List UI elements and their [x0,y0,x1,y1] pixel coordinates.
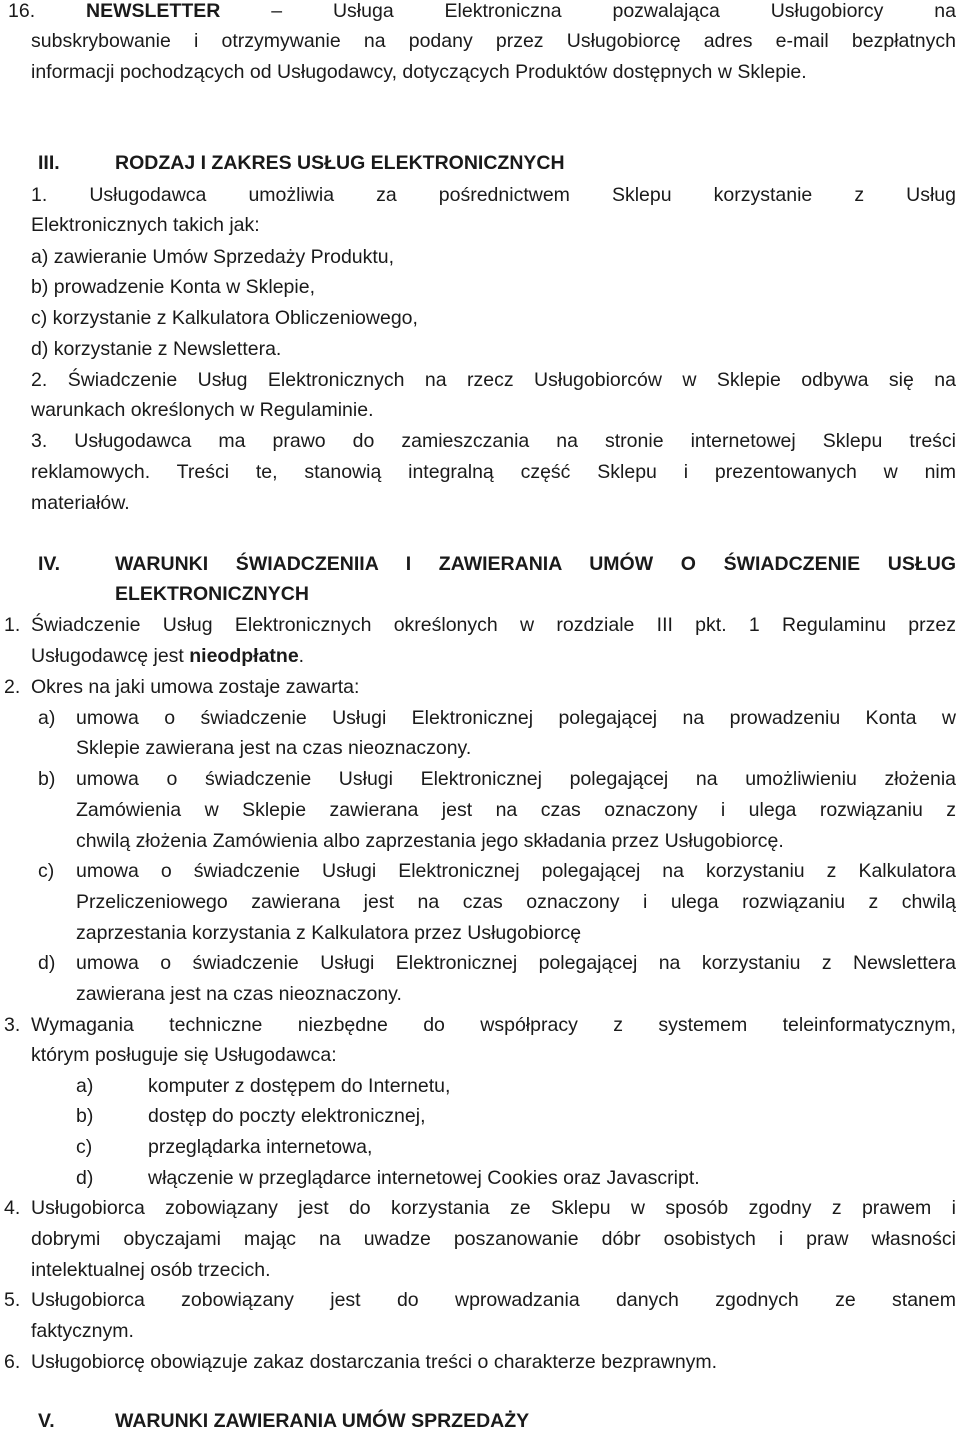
text-span: umowa o świadczenie Usługi Elektronicznej polegającej na korzystaniu z Newslettera [76,952,956,974]
text-span: zaprzestania korzystania z Kalkulatora przez Usługobiorcę [76,922,582,944]
list-number: a) [76,1075,94,1097]
text-line [76,703,956,733]
text-line [31,1224,956,1254]
text-span: informacji pochodzących od Usługodawcy, dotyczących Produktów dostępnych w Sklepie. [31,61,807,83]
text-span: Usługobiorcę obowiązuje zakaz dostarczania treści o charakterze bezprawnym. [31,1351,718,1373]
text-line [76,918,581,948]
list-number: 4. [4,1197,21,1219]
text-span: Usługobiorca zobowiązany jest do korzystania ze Sklepu w sposób zgodny z prawem i [31,1197,956,1219]
text-line [31,57,807,87]
text-line [31,426,956,456]
text-span: umowa o świadczenie Usługi Elektronicznej polegającej na umożliwieniu złożenia [76,768,956,790]
text-span: Świadczenie Usług Elektronicznych określonych w rozdziale III pkt. 1 Regulaminu przez [31,614,956,636]
text-line [148,1163,700,1193]
list-number: d) [76,1167,94,1189]
text-span: 16. [8,0,86,22]
text-line [31,672,359,702]
list-number: IV. [38,553,61,575]
text-span: Wymagania techniczne niezbędne do współpracy z systemem teleinformatycznym, [31,1014,956,1036]
text-span: przeglądarka internetowa, [148,1136,373,1158]
text-span: subskrybowanie i otrzymywanie na podany przez Usługobiorcę adres e-mail bezpłatnych [31,30,956,52]
text-line [31,610,956,640]
bold-text: nieodpłatne [189,645,299,667]
list-number: d) [38,952,56,974]
text-line [31,210,260,240]
list-number: a) [38,707,56,729]
text-span: Usługobiorca zobowiązany jest do wprowadzania danych zgodnych ze stanem [31,1289,956,1311]
text-span: komputer z dostępem do Internetu, [148,1075,451,1097]
text-line [31,334,281,364]
text-line [31,1347,717,1377]
section-heading [115,579,309,609]
text-line [31,1040,337,1070]
text-span: warunkach określonych w Regulaminie. [31,399,374,421]
text-line [76,795,956,825]
text-line [31,242,394,272]
text-span: Sklepie zawierana jest na czas nieoznaczony. [76,737,472,759]
text-span: umowa o świadczenie Usługi Elektronicznej polegającej na prowadzeniu Konta w [76,707,956,729]
text-line [31,303,418,333]
text-line [31,180,956,210]
list-number: 5. [4,1289,21,1311]
text-span: zawierana jest na czas nieoznaczony. [76,983,402,1005]
text-span: włączenie w przeglądarce internetowej Cookies oraz Javascript. [148,1167,700,1189]
text-line [76,826,784,856]
list-number: 2. [4,676,21,698]
text-span: d) korzystanie z Newslettera. [31,338,282,360]
text-span: WARUNKI ZAWIERANIA UMÓW SPRZEDAŻY [115,1410,530,1432]
text-line [31,1316,134,1346]
list-number: 3. [4,1014,21,1036]
list-number: V. [38,1410,55,1432]
text-span: chwilą złożenia Zamówienia albo zaprzestania jego składania przez Usługobiorcę. [76,830,784,852]
list-number: 6. [4,1351,21,1373]
text-span: Elektronicznych takich jak: [31,214,260,236]
text-span: 2. Świadczenie Usług Elektronicznych na rzecz Usługobiorców w Sklepie odbywa się na [31,369,956,391]
list-number: c) [76,1136,93,1158]
text-line [76,887,956,917]
text-line [31,457,956,487]
text-span: dostęp do poczty elektronicznej, [148,1105,426,1127]
text-span: WARUNKI ŚWIADCZENIIA I ZAWIERANIA UMÓW O ŚWIADCZENIE USŁUG [115,553,956,575]
text-line [148,1071,450,1101]
text-span: 3. Usługodawca ma prawo do zamieszczania na stronie internetowej Sklepu treści [31,430,956,452]
text-line [76,856,956,886]
section-heading [115,148,565,178]
text-line [76,979,402,1009]
text-span: a) zawieranie Umów Sprzedaży Produktu, [31,246,395,268]
text-line [31,365,956,395]
text-line [31,272,315,302]
text-line [31,1010,956,1040]
text-line [31,395,374,425]
text-span: Usługodawcę jest [31,645,190,667]
text-span: intelektualnej osób trzecich. [31,1259,271,1281]
text-line [31,488,130,518]
text-span: – Usługa Elektroniczna pozwalająca Usługobiorcy na [220,0,956,22]
text-line [76,948,956,978]
text-span: dobrymi obyczajami mając na uwadze poszanowanie dóbr osobistych i praw własności [31,1228,956,1250]
text-line [31,1193,956,1223]
text-line [31,1285,956,1315]
text-span: 1. Usługodawca umożliwia za pośrednictwem Sklepu korzystanie z Usług [31,184,956,206]
text-span: ELEKTRONICZNYCH [115,583,309,605]
bold-text: NEWSLETTER [86,0,221,22]
section-heading [115,549,956,579]
text-span: . [298,645,305,667]
list-number: 1. [4,614,21,636]
list-number: b) [76,1105,94,1127]
text-span: b) prowadzenie Konta w Sklepie, [31,276,315,298]
section-heading [115,1406,529,1436]
text-span: RODZAJ I ZAKRES USŁUG ELEKTRONICZNYCH [115,152,565,174]
text-span: Zamówienia w Sklepie zawierana jest na czas oznaczony i ulega rozwiązaniu z [76,799,956,821]
list-number: III. [38,152,60,174]
text-span: umowa o świadczenie Usługi Elektronicznej polegającej na korzystaniu z Kalkulatora [76,860,956,882]
text-line [148,1132,372,1162]
text-span: faktycznym. [31,1320,134,1342]
text-span: c) korzystanie z Kalkulatora Obliczeniowego, [31,307,418,329]
list-number: b) [38,768,56,790]
list-number: c) [38,860,55,882]
text-span: Przeliczeniowego zawierana jest na czas oznaczony i ulega rozwiązaniu z chwilą [76,891,956,913]
text-line [76,733,471,763]
text-line [76,764,956,794]
text-span: reklamowych. Treści te, stanowią integralną część Sklepu i prezentowanych w nim [31,461,956,483]
text-line [31,26,956,56]
text-span: Okres na jaki umowa zostaje zawarta: [31,676,360,698]
text-line [8,0,956,26]
text-line [31,1255,271,1285]
text-line [31,641,304,671]
text-line [148,1101,426,1131]
text-span: materiałów. [31,492,130,514]
text-span: którym posługuje się Usługodawca: [31,1044,337,1066]
